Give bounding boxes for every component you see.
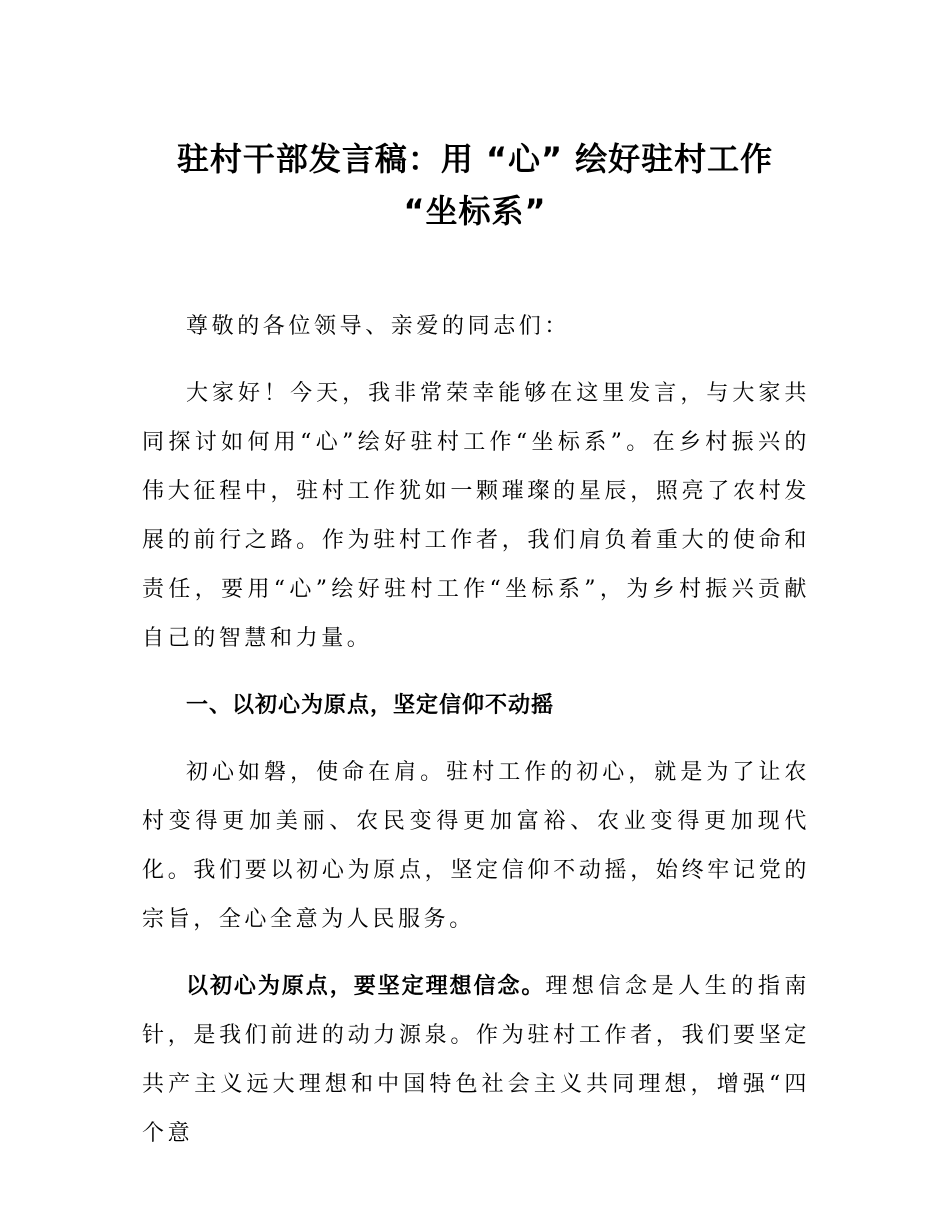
document-title [140,133,810,237]
salutation-paragraph: 尊敬的各位领导、亲爱的同志们： [186,314,571,339]
document-body [142,302,810,1176]
title-line-1: 驻村干部发言稿：用 “心” 绘好驻村工作 [176,140,774,179]
section1-paragraph-1: 初心如磐，使命在肩。驻村工作的初心，就是为了让农村变得更加美丽、农民变得更加富裕、农业变得更加现代化。我们要以初心为原点，坚定信仰不动摇，始终牢记党的宗旨，全心全意为人民服务。 [142,760,810,932]
paragraph-lead-bold: 以初心为原点，要坚定理想信念。 [186,974,546,999]
paragraph-rest: 理想信念是人生的指南针，是我们前进的动力源泉。作为驻村工作者，我们要坚定共产主义远大理想和中国特色社会主义共同理想，增强“四个意 [142,974,810,1146]
intro-paragraph: 大家好！今天，我非常荣幸能够在这里发言，与大家共同探讨如何用“心”绘好驻村工作“坐标系”。在乡村振兴的伟大征程中，驻村工作犹如一颗璀璨的星辰，照亮了农村发展的前行之路。作为驻村工作者，我们肩负着重大的使命和责任，要用“心”绘好驻村工作“坐标系”，为乡村振兴贡献自己的智慧和力量。 [142,381,810,651]
title-line-2: “坐标系” [403,192,547,231]
section-heading-1: 一、以初心为原点，坚定信仰不动摇 [186,693,555,718]
section1-paragraph-2 [142,962,810,1158]
